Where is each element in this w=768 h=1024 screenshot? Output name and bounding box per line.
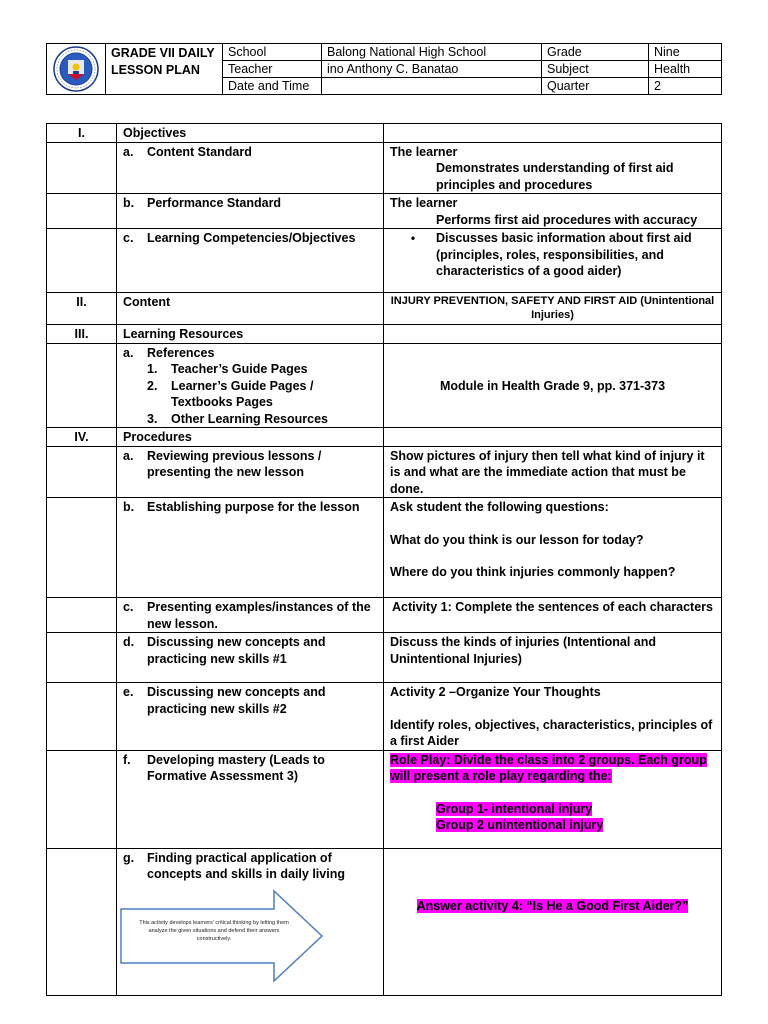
procedure-g-label: g. Finding practical application of concepts and skills in daily living This activity develops learners’ critical thinking by letting them analyze the given situations and defend their answers constructively.	[117, 848, 384, 995]
empty-cell	[384, 124, 722, 143]
references-list	[123, 361, 377, 427]
arrow-callout	[123, 889, 377, 984]
section-number: IV.	[47, 428, 117, 447]
subject-label: Subject	[542, 61, 649, 78]
deped-seal-icon	[53, 46, 99, 92]
procedure-a-label: a. Reviewing previous lessons / presenting the new lesson	[117, 446, 384, 498]
section-title-resources: Learning Resources	[117, 325, 384, 344]
quarter-value: 2	[649, 78, 722, 95]
performance-standard-label: b. Performance Standard	[117, 194, 384, 229]
header-table	[46, 43, 722, 95]
list-item: 1. Teacher’s Guide Pages	[147, 362, 308, 376]
school-label: School	[223, 44, 322, 61]
activity-4-text: Answer activity 4: “Is He a Good First Aider?”	[416, 898, 689, 913]
grade-value: Nine	[649, 44, 722, 61]
procedure-f-value	[384, 750, 722, 848]
procedure-e-label: e. Discussing new concepts and practicing new skills #2	[117, 683, 384, 751]
competencies-value: • Discusses basic information about first aid (principles, roles, responsibilities, and characteristics of a good aider)	[384, 229, 722, 293]
group-2: Group 2 unintentional injury	[436, 818, 604, 832]
procedure-d-value: Discuss the kinds of injuries (Intentional and Unintentional Injuries)	[384, 633, 722, 683]
procedure-d-label: d. Discussing new concepts and practicing new skills #1	[117, 633, 384, 683]
performance-standard-value: The learner Performs first aid procedures with accuracy	[384, 194, 722, 229]
procedure-e-value: Activity 2 –Organize Your Thoughts Identify roles, objectives, characteristics, principles of a first Aider	[384, 683, 722, 751]
datetime-label: Date and Time	[223, 78, 322, 95]
procedure-a-value: Show pictures of injury then tell what kind of injury it is and what are the immediate action that must be done.	[384, 446, 722, 498]
logo-cell	[47, 44, 106, 95]
section-title-procedures: Procedures	[117, 428, 384, 447]
section-number: II.	[47, 293, 117, 325]
bullet-icon: •	[410, 231, 416, 245]
section-title-content: Content	[117, 293, 384, 325]
datetime-value	[322, 78, 542, 95]
school-value: Balong National High School	[322, 44, 542, 61]
competencies-label: c. Learning Competencies/Objectives	[117, 229, 384, 293]
procedure-f-label: f. Developing mastery (Leads to Formative Assessment 3)	[117, 750, 384, 848]
procedure-c-value: Activity 1: Complete the sentences of each characters	[384, 598, 722, 633]
roleplay-instruction: Role Play: Divide the class into 2 groups. Each group will present a role play regarding the:	[390, 752, 707, 783]
lesson-plan-title: GRADE VII DAILY LESSON PLAN	[106, 44, 223, 95]
subject-value: Health	[649, 61, 722, 78]
content-standard-label: a. Content Standard	[117, 142, 384, 194]
procedure-b-value: Ask student the following questions: What do you think is our lesson for today? Where do you think injuries commonly happen?	[384, 498, 722, 598]
module-reference: Module in Health Grade 9, pp. 371-373	[384, 343, 722, 428]
content-standard-value: The learner Demonstrates understanding of first aid principles and procedures	[384, 142, 722, 194]
section-title-objectives: Objectives	[117, 124, 384, 143]
procedure-g-value	[384, 848, 722, 995]
arrow-callout-text: This activity develops learners’ critical thinking by letting them analyze the given situations and defend their answers constructively.	[139, 919, 289, 942]
teacher-label: Teacher	[223, 61, 322, 78]
grade-label: Grade	[542, 44, 649, 61]
content-topic: INJURY PREVENTION, SAFETY AND FIRST AID (Unintentional Injuries)	[384, 293, 722, 325]
section-number: III.	[47, 325, 117, 344]
section-number: I.	[47, 124, 117, 143]
procedure-b-label: b. Establishing purpose for the lesson	[117, 498, 384, 598]
teacher-value: ino Anthony C. Banatao	[322, 61, 542, 78]
group-1: Group 1- intentional injury	[436, 801, 593, 816]
lesson-plan-table	[46, 123, 722, 996]
list-item: 3. Other Learning Resources	[147, 411, 328, 426]
procedure-c-label: c. Presenting examples/instances of the new lesson.	[117, 598, 384, 633]
list-item: 2. Learner’s Guide Pages / Textbooks Pages	[147, 378, 314, 409]
references-cell: a. References 1. Teacher’s Guide Pages 2. Learner’s Guide Pages / Textbooks Pages 3. Other Learning Resources	[117, 343, 384, 428]
quarter-label: Quarter	[542, 78, 649, 95]
